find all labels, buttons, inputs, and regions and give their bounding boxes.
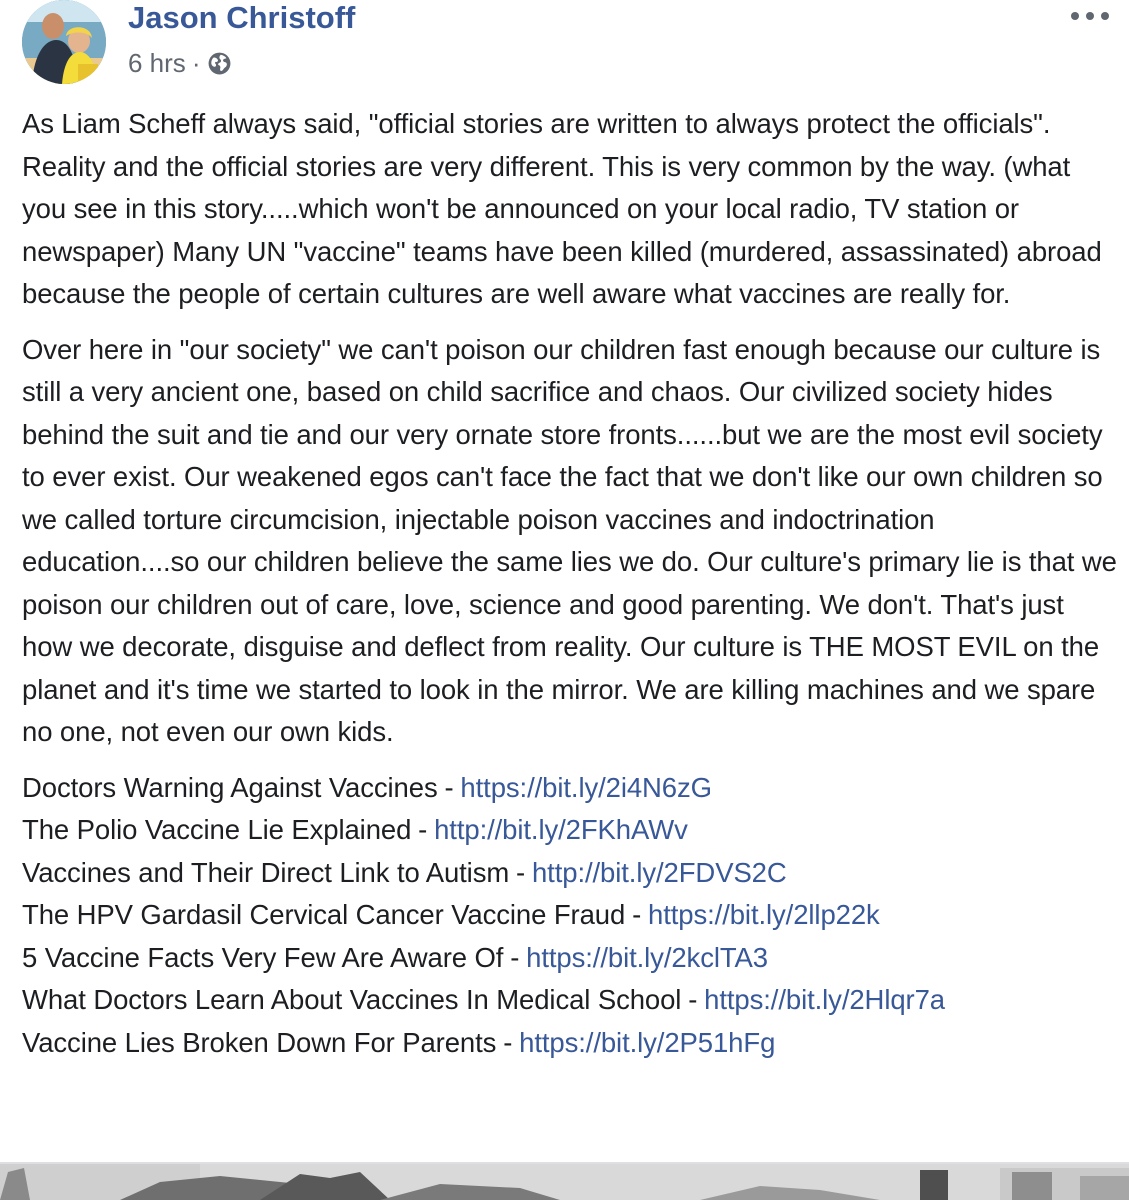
link-url[interactable]: https://bit.ly/2Hlqr7a [704, 984, 945, 1015]
avatar-photo [22, 0, 106, 84]
link-separator: - [503, 1026, 513, 1058]
author-name[interactable]: Jason Christoff [128, 0, 356, 35]
link-title: Vaccine Lies Broken Down For Parents [22, 1026, 497, 1058]
globe-icon[interactable] [207, 51, 232, 76]
list-item [22, 1022, 1117, 1065]
post-paragraph: Over here in "our society" we can't poison our children fast enough because our culture is still a very ancient one, based on child sacrifice and chaos. Our civilized society hides behind the suit and tie and our very ornate store fronts......but we are the most evil society to ever exist. Our weakened egos can't face the fact that we don't like our own children so we called torture circumcision, injectable poison vaccines and indoctrination education....so our children believe the same lies we do. Our culture's primary lie is that we poison our children out of care, love, science and good parenting. We don't. That's just how we decorate, disguise and deflect from reality. Our culture is THE MOST EVIL on the planet and it's time we started to look in the mirror. We are killing machines and we spare no one, not even our own kids. [22, 333, 1117, 747]
link-url[interactable]: https://bit.ly/2llp22k [648, 899, 880, 930]
link-url[interactable]: http://bit.ly/2FDVS2C [531, 856, 787, 888]
link-title: The HPV Gardasil Cervical Cancer Vaccine Fraud [22, 899, 626, 930]
link-url[interactable]: https://bit.ly/2P51hFg [519, 1026, 776, 1058]
avatar[interactable] [22, 0, 106, 84]
link-url[interactable]: https://bit.ly/2i4N6zG [460, 771, 712, 803]
link-title: The Polio Vaccine Lie Explained [22, 814, 412, 845]
list-item [22, 809, 1117, 852]
list-item [22, 767, 1117, 810]
link-title: Vaccines and Their Direct Link to Autism [22, 856, 510, 888]
post-body [22, 103, 1117, 1064]
link-url[interactable]: https://bit.ly/2kclTA3 [526, 941, 768, 973]
link-title: What Doctors Learn About Vaccines In Medical School [22, 984, 682, 1015]
link-separator: - [516, 856, 526, 888]
list-item [22, 894, 1117, 937]
link-separator: - [418, 814, 428, 845]
list-item [22, 979, 1117, 1022]
link-separator: - [510, 941, 520, 973]
link-list [22, 767, 1117, 1065]
meta-separator: · [191, 48, 201, 78]
post-header [22, 0, 1112, 90]
more-horizontal-icon[interactable] [1068, 4, 1112, 28]
post-paragraph: As Liam Scheff always said, "official stories are written to always protect the officials". Reality and the official stories are very different. This is very common by the way. (what you see in this story.....which won't be announced on your local radio, TV station or newspaper) Many UN "vaccine" teams have been killed (murdered, assassinated) abroad because the people of certain cultures are well aware what vaccines are really for. [22, 108, 1102, 309]
post-meta [128, 46, 232, 80]
link-title: Doctors Warning Against Vaccines [22, 771, 438, 803]
post-timestamp[interactable]: 6 hrs [128, 48, 186, 78]
link-url[interactable]: http://bit.ly/2FKhAWv [434, 814, 688, 845]
list-item [22, 852, 1117, 895]
shared-image-preview[interactable] [0, 1164, 1129, 1200]
link-separator: - [632, 899, 642, 930]
list-item [22, 937, 1117, 980]
link-title: 5 Vaccine Facts Very Few Are Aware Of [22, 941, 504, 973]
link-separator: - [688, 984, 698, 1015]
link-separator: - [444, 771, 454, 803]
